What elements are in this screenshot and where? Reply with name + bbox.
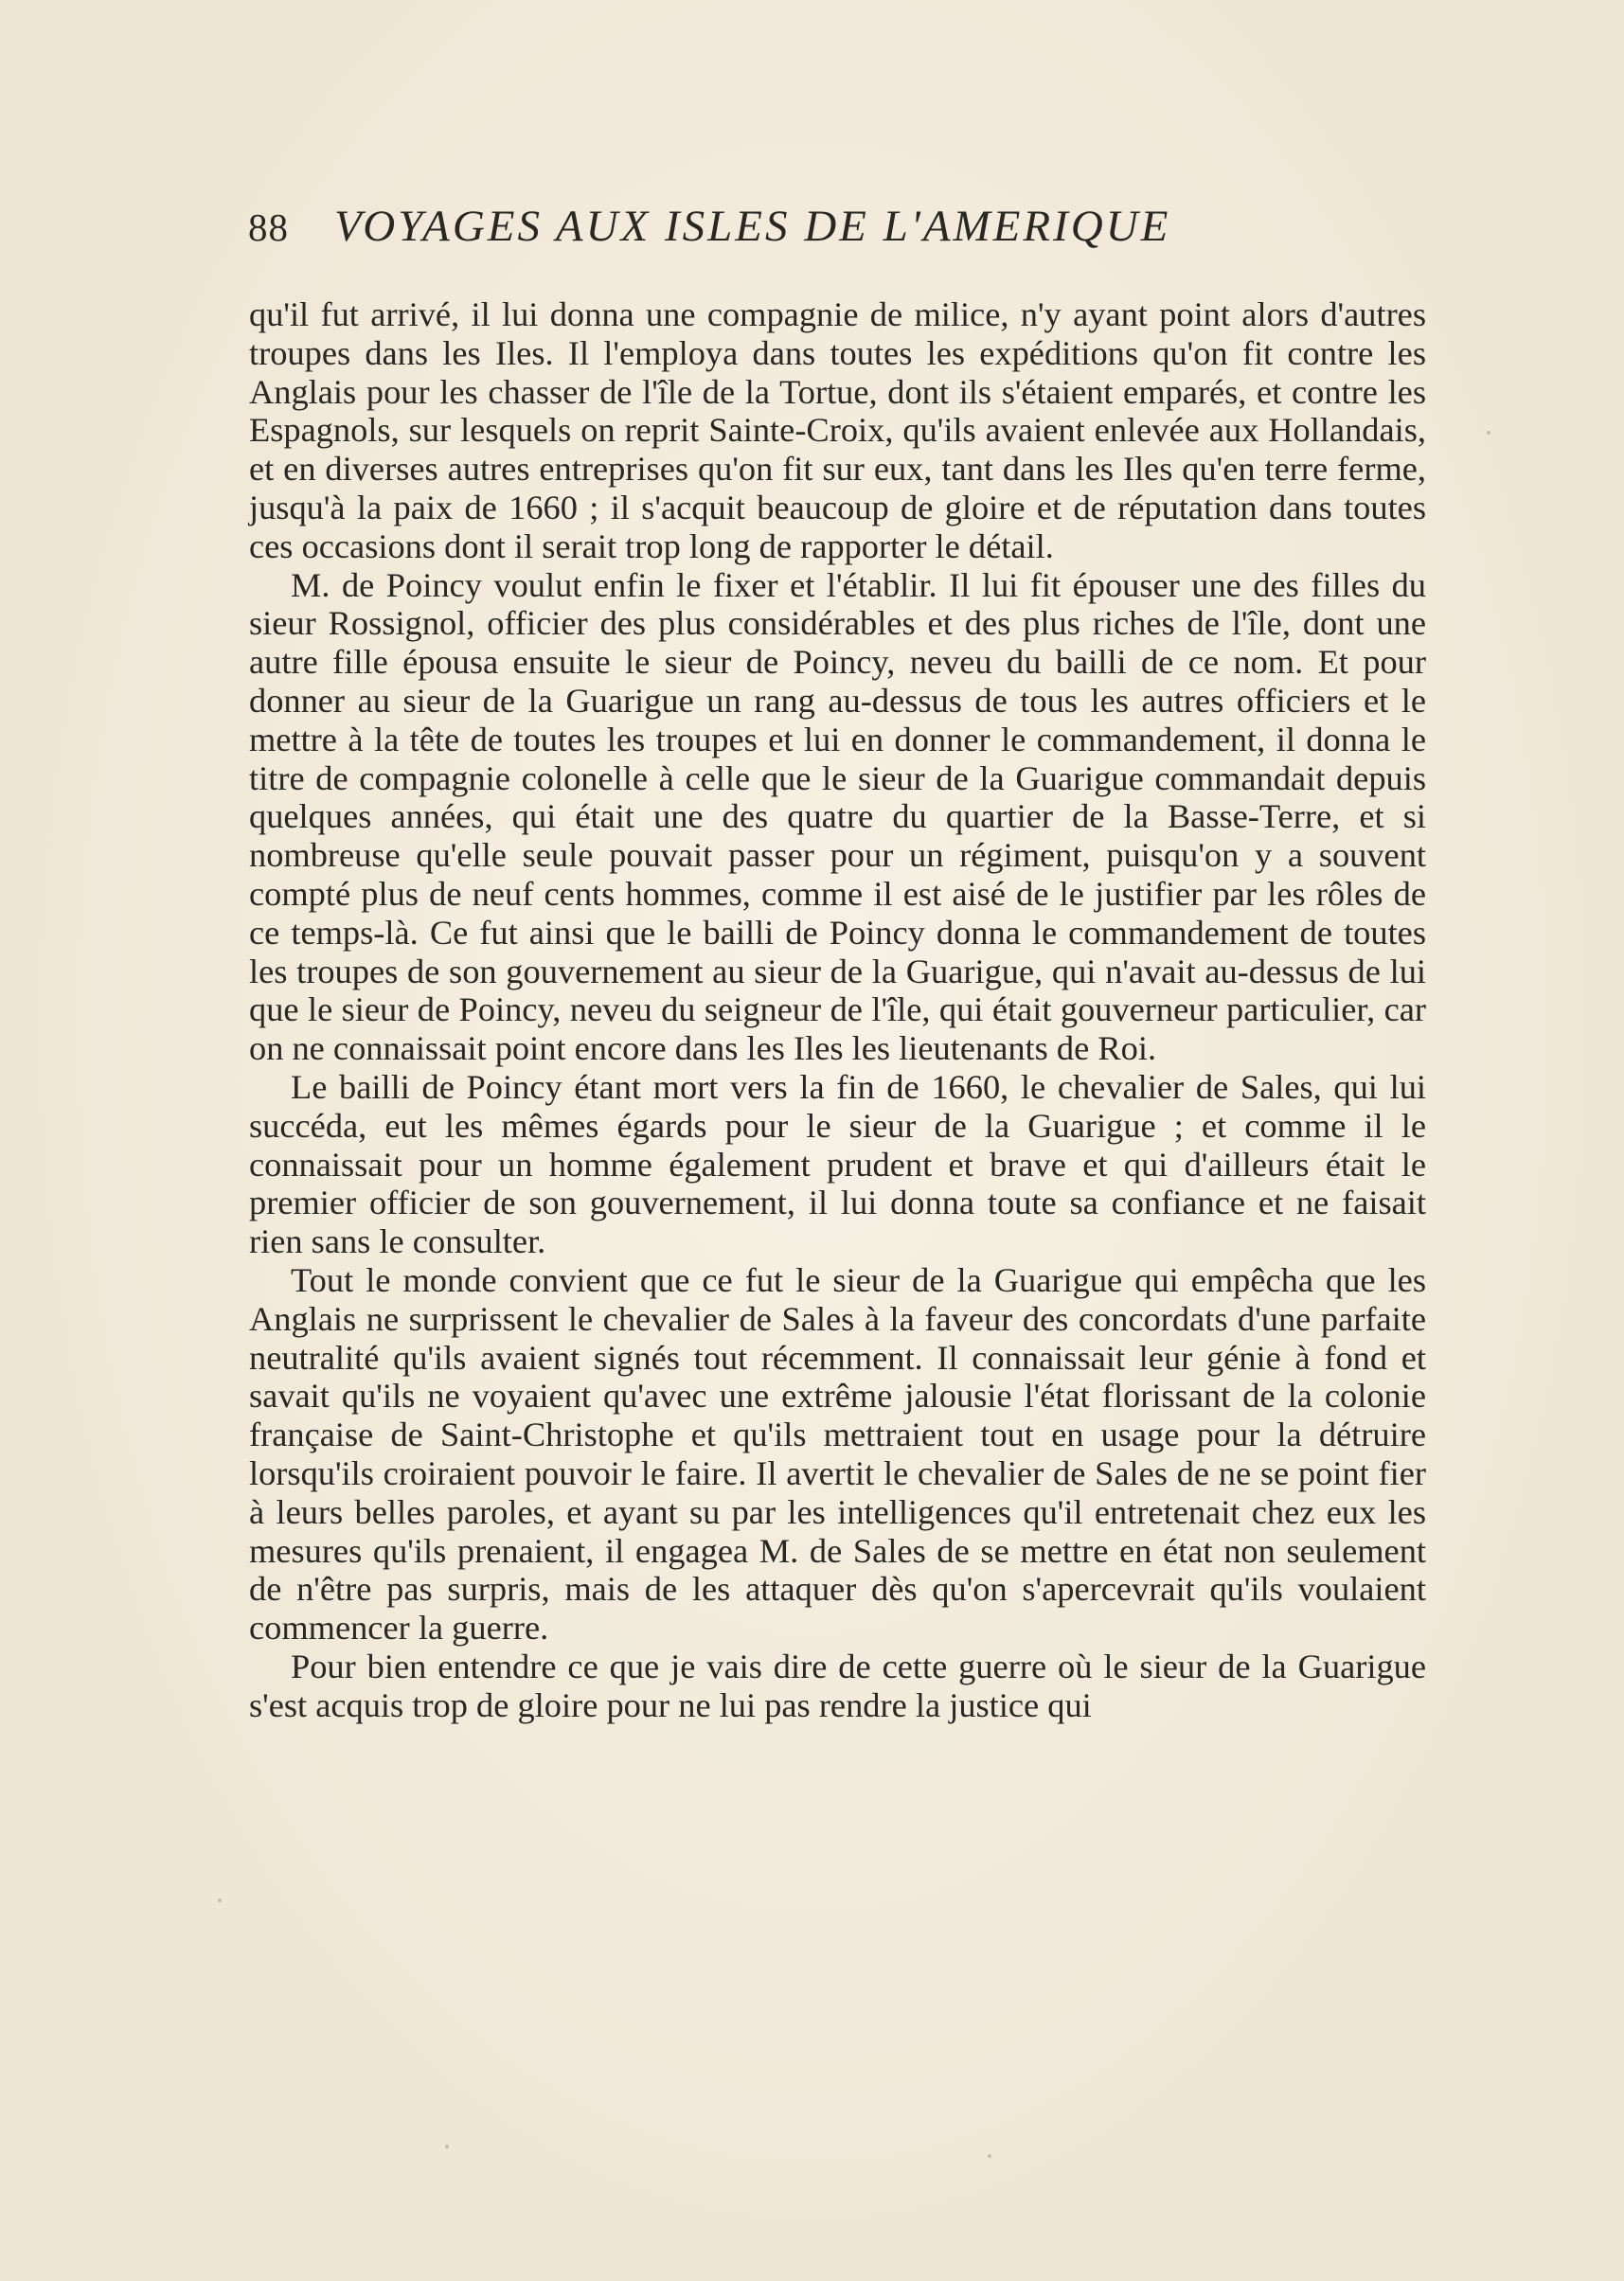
body-text — [249, 295, 1426, 1724]
paragraph-2: M. de Poincy voulut enfin le fixer et l'établir. Il lui fit épouser une des filles du sieur Rossignol, officier des plus considérables et des plus riches de l'île, dont une autre fille épousa ensuite le sieur de Poincy, neveu du bailli de ce nom. Et pour donner au sieur de la Guarigue un rang au-dessus de tous les autres officiers et le mettre à la tête de toutes les troupes et lui en donner le commandement, il donna le titre de compagnie colonelle à celle que le sieur de la Guarigue commandait depuis quelques années, qui était une des quatre du quartier de la Basse-Terre, et si nombreuse qu'elle seule pouvait passer pour un régiment, puisqu'on y a souvent compté plus de neuf cents hommes, comme il est aisé de le justifier par les rôles de ce temps-là. Ce fut ainsi que le bailli de Poincy donna le commandement de toutes les troupes de son gouvernement au sieur de la Guarigue, qui n'avait au-dessus de lui que le sieur de Poincy, neveu du seigneur de l'île, qui était gouverneur particulier, car on ne connaissait point encore dans les Iles les lieutenants de Roi. — [249, 565, 1426, 1068]
paragraph-4: Tout le monde convient que ce fut le sieur de la Guarigue qui empêcha que les Anglais ne surprissent le chevalier de Sales à la faveur des concordats d'une parfaite neutralité qu'ils avaient signés tout récemment. Il connaissait leur génie à fond et savait qu'ils ne voyaient qu'avec une extrême jalousie l'état florissant de la colonie française de Saint-Christophe et qu'ils mettraient tout en usage pour la détruire lorsqu'ils croiraient pouvoir le faire. Il avertit le chevalier de Sales de ne se point fier à leurs belles paroles, et ayant su par les intelligences qu'il entretenait chez eux les mesures qu'ils prenaient, il engagea M. de Sales de se mettre en état non seulement de n'être pas surpris, mais de les attaquer dès qu'on s'apercevrait qu'ils voulaient commencer la guerre. — [249, 1260, 1426, 1648]
paper-speck — [988, 2154, 991, 2158]
paper-speck — [445, 2145, 449, 2148]
page-header — [248, 201, 1337, 258]
page-number: 88 — [248, 205, 289, 249]
paper-speck — [1487, 431, 1490, 435]
paragraph-3: Le bailli de Poincy étant mort vers la fin de 1660, le chevalier de Sales, qui lui succéda, eut les mêmes égards pour le sieur de la Guarigue ; et comme il le connaissait pour un homme également prudent et brave et qui d'ailleurs était le premier officier de son gouvernement, il lui donna toute sa confiance et ne faisait rien sans le consulter. — [249, 1067, 1426, 1261]
paragraph-1: qu'il fut arrivé, il lui donna une compagnie de milice, n'y ayant point alors d'autres troupes dans les Iles. Il l'employa dans toutes les expéditions qu'on fit contre les Anglais pour les chasser de l'île de la Tortue, dont ils s'étaient emparés, et contre les Espagnols, sur lesquels on reprit Sainte-Croix, qu'ils avaient enlevée aux Hollandais, et en diverses autres entreprises qu'on fit sur eux, tant dans les Iles qu'en terre ferme, jusqu'à la paix de 1660 ; il s'acquit beaucoup de gloire et de réputation dans toutes ces occasions dont il serait trop long de rapporter le détail. — [249, 295, 1426, 565]
paper-speck — [218, 1898, 222, 1902]
paragraph-5: Pour bien entendre ce que je vais dire de cette guerre où le sieur de la Guarigue s'est acquis trop de gloire pour ne lui pas rendre la justice qui — [249, 1647, 1426, 1724]
running-title: VOYAGES AUX ISLES DE L'AMERIQUE — [334, 202, 1171, 251]
